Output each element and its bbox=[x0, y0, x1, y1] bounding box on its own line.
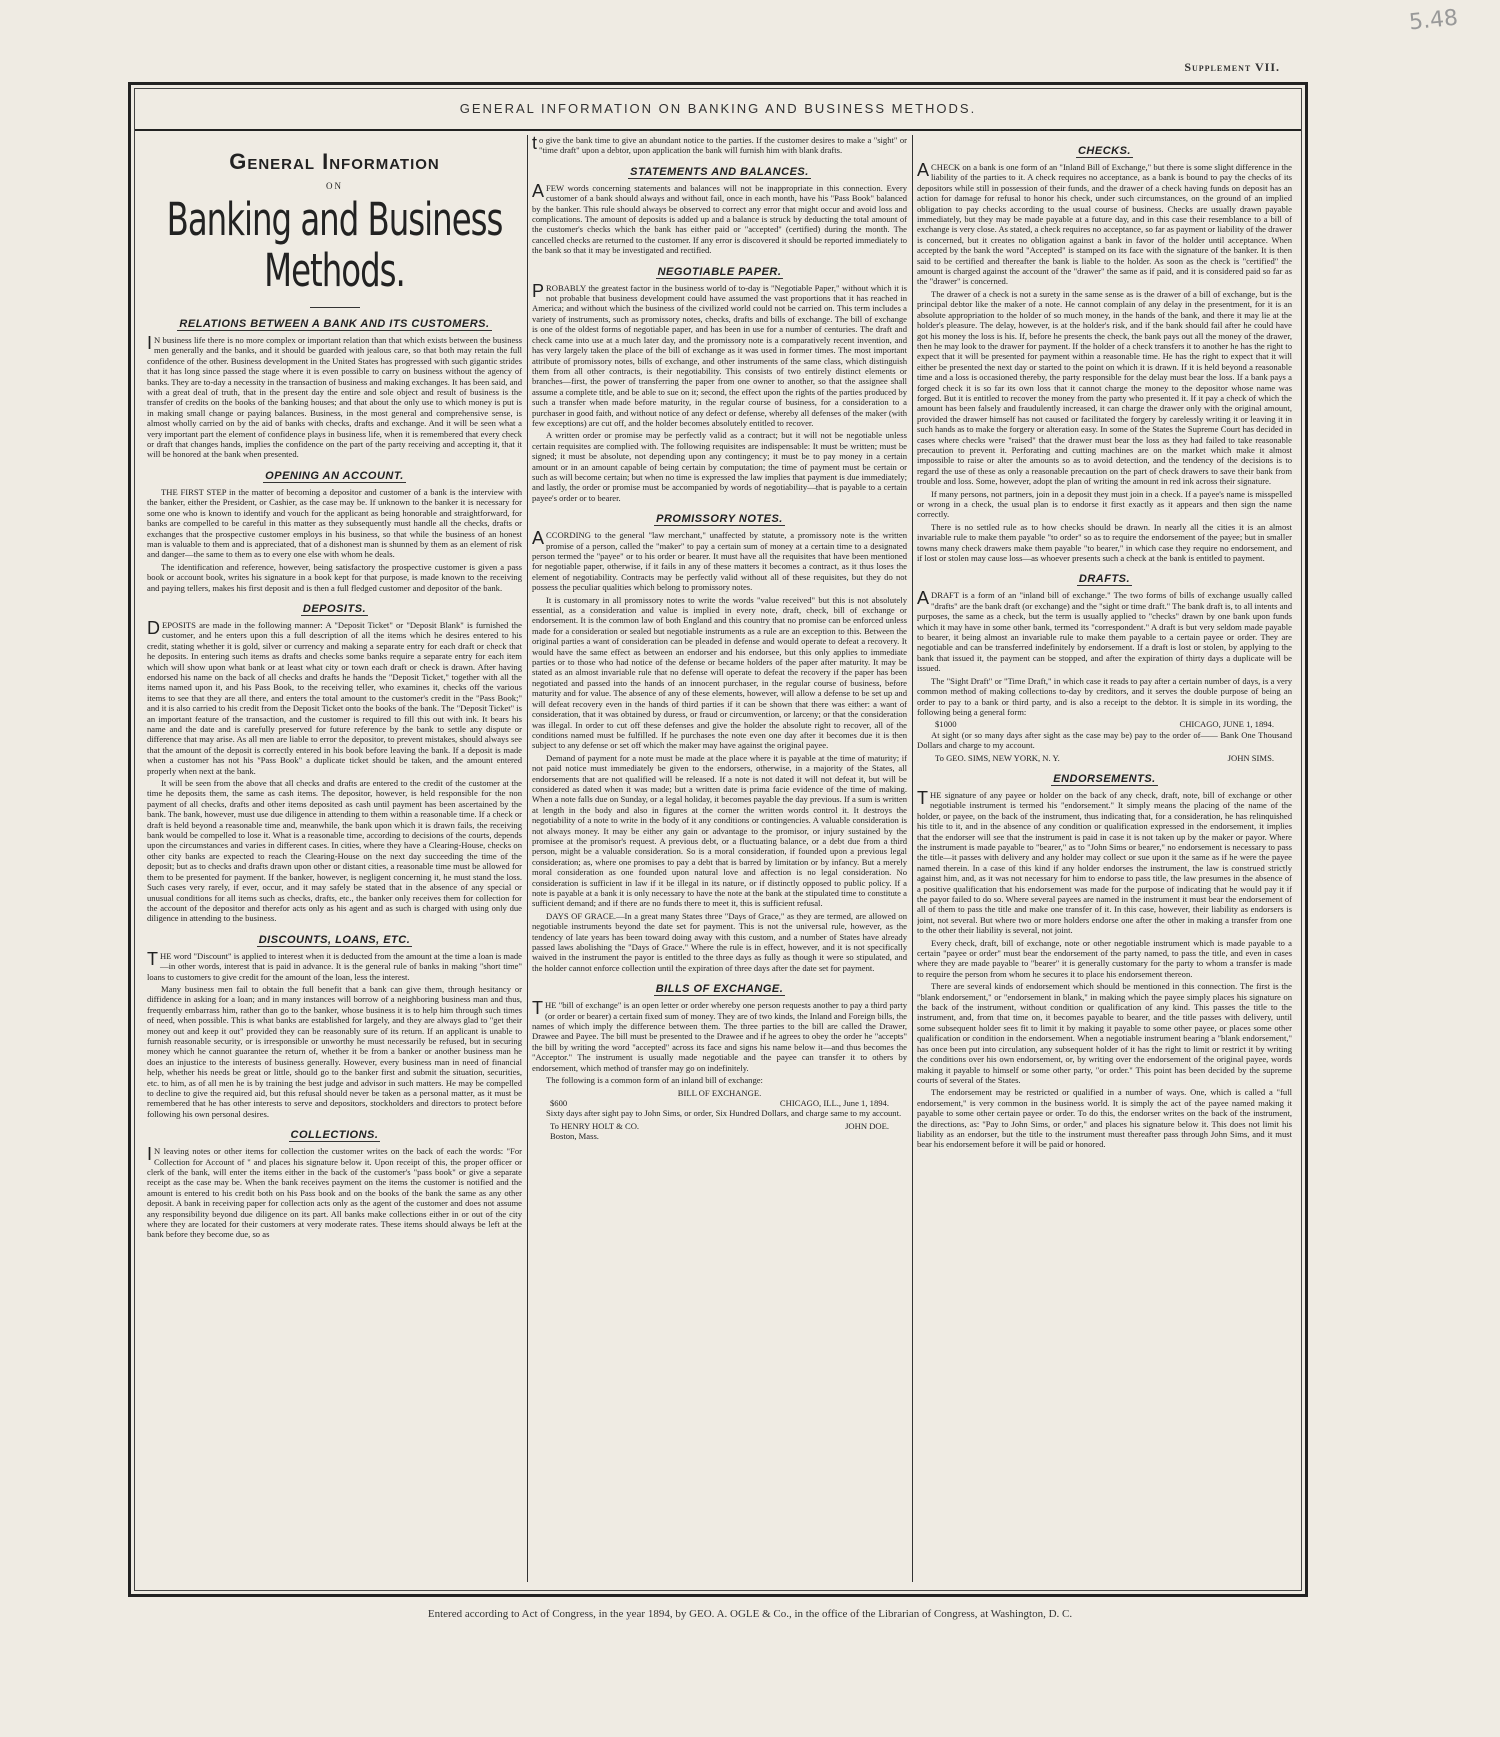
form-body: Sixty days after sight pay to John Sims, or order, Six Hundred Dollars, and charge same to my account. bbox=[546, 1108, 902, 1119]
page-frame-inner bbox=[134, 88, 1302, 1591]
form-body: At sight (or so many days after sight as the case may be) pay to the order of—— Bank One Thousand Dollars and charge to my account. bbox=[917, 729, 1292, 751]
title-on: ON bbox=[326, 181, 343, 191]
pencil-page-number: 5.48 bbox=[1407, 5, 1460, 36]
title-block bbox=[147, 135, 522, 308]
paragraph: There are several kinds of endorsement which should be mentioned in this connection. The first is the "blank endorsement," or "endorsement in blank," in making which the payee simply places his signature on the back of the instrument, without condition or qualification of any kind. This passes the title to the instrument, and, from that time on, it becomes payable to bearer, and the title passes with delivery, until some subsequent holder sees fit to limit it by making it payable to some other payee, or places some other qualification or condition in the endorsement. When a negotiable instrument bearing a "blank endorsement," has once been put into circulation, any subsequent holder of it has the right to limit or restrict it by writing the conditions over his own endorsement, or, by writing over the endorsement of the original payee, words making it payable to himself or some other party, "or order." This point has been decided by the supreme courts of several of the States. bbox=[917, 981, 1292, 1085]
form-footer: To HENRY HOLT & CO. JOHN DOE. bbox=[550, 1120, 889, 1131]
title-rule bbox=[310, 307, 360, 308]
heading-discounts: DISCOUNTS, LOANS, ETC. bbox=[258, 933, 411, 946]
column-1 bbox=[147, 135, 522, 1582]
paragraph: THE FIRST STEP in the matter of becoming a depositor and customer of a bank is the interview with the banker, either the President, or Cashier, as the case may be. If unknown to the banker it is necessary for some one who is known to identify and vouch for the applicant as being honorable and straightforward, for banks are compelled to be careful in this matter as they subsequently must handle all the checks, drafts or exchanges that the prospective customer employs in his business, so that while the business of an honest man is valuable to them and is appreciated, that of a dishonest man is shunned by them as an element of risk and danger—the same to them as to every one else with whom he deals. bbox=[147, 486, 522, 560]
paragraph: IN leaving notes or other items for collection the customer writes on the back of each the words: "For Collection for Account of " and places his signature below it. Upon receipt of this, the proper officer or clerk of the bank, will enter the items either in the back of the customer's "pass book" or give a separate receipt as the case may be. When the bank receives payment on the items the customer is notified and the amount is entered to his credit both on his Pass book and on the books of the bank the same as any other deposit. A bank in receiving paper for collection acts only as the agent of the customer and does not assume any responsibility beyond due diligence on its part. All banks make collections either in or out of the city where they are located for their customers at very moderate rates. These items should always be left at the bank before they become due, so as bbox=[147, 1144, 522, 1240]
heading-deposits: DEPOSITS. bbox=[302, 602, 367, 615]
paragraph: If many persons, not partners, join in a deposit they must join in a check. If a payee's name is misspelled or wrong in a check, the usual plan is to endorse it first exactly as it appears and then sign the name correctly. bbox=[917, 488, 1292, 520]
heading-endorsements: ENDORSEMENTS. bbox=[1053, 772, 1156, 785]
paragraph: The drawer of a check is not a surety in the same sense as is the drawer of a bill of exchange, but is the principal debtor like the maker of a note. He cannot complain of any delay in the presentment, for it is an absolute appropriation to the holder of so much money, in the hands of the bank, and there it may lie at the holder's pleasure. The delay, however, is at the holder's risk, and if the bank should fail after he could have got his money the loss is his. If, before he presents the check, the bank pays out all the money of the drawer, then he may look to the drawer for payment. If the holder of a check transfers it to another he has the right to expect that it will be presented for payment within a reasonable time. He has the right to expect that it will either be presented the next day or started to the point on which it is drawn. If it is held beyond a reasonable time and a loss is occasioned thereby, the party responsible for the delay must bear the loss. If a bank pays a forged check it is so far its own loss that it cannot charge the money to the depositor whose name was forged. But it is entitled to recover the money from the party who presented it. If it pay a check of which the amount has been falsely and fraudulently increased, it can charge the drawer only with the original amount, provided the drawer himself has not caused or facilitated the forgery by carelessly writing it or leaving it in such hands as to make the forgery or alteration easy. In some of the States the Supreme Court has decided in cases where checks were "raised" that the drawer must bear the loss as they had failed to take reasonable precaution to prevent it. Perforating and cutting machines are on the market which make it almost impossible to raise or alter the amounts so as to avoid detection, and the tendency of the decisions is to regard the use of these as only a reasonable precaution on the part of check drawers to save their bank from trouble and loss. Some, however, adopt the plan of writing the amount in red ink across their signature. bbox=[917, 288, 1292, 487]
column-divider bbox=[912, 135, 913, 1582]
column-2 bbox=[532, 135, 907, 1582]
heading-checks: CHECKS. bbox=[1077, 145, 1131, 157]
paragraph: Every check, draft, bill of exchange, note or other negotiable instrument which is made payable to a certain "payee or order" must bear the endorsement of the party named, to pass the title, and even in cases where they are made payable to "bearer" it is generally customary for the party to whom a transfer is made to require the person from whom he secures it to place his endorsement thereon. bbox=[917, 937, 1292, 979]
paragraph: The identification and reference, however, being satisfactory the prospective customer is given a pass book or account book, writes his signature in a book kept for that purpose, is made known to the receiving and paying tellers, makes his first deposit and is then a full fledged customer and depositor of the bank. bbox=[147, 561, 522, 593]
paragraph: The following is a common form of an inland bill of exchange: bbox=[546, 1075, 763, 1086]
heading-collections: COLLECTIONS. bbox=[290, 1129, 379, 1142]
title-line-1: General Information bbox=[229, 149, 440, 174]
paragraph: THE signature of any payee or holder on the back of any check, draft, note, bill of exchange or other negotiable instrument is termed his "endorsement." It simply means the placing of the name of the holder, or payee, on the back of the instrument, thus indicating that, for a consideration, he has relinquished his title to it, and in the absence of any condition or qualification expressed in the endorsement, it implies that the endorser will see that the instrument is paid in case it is not taken up by the maker or payor. Where the instrument is made payable to "bearer," as to "John Sims or bearer," no endorsement is necessary to pass the title—it passes with delivery and any holder may collect or sue upon it the same as if he were the payee named therein. In a case of this kind if any holder endorses the instrument, the law is construed strictly against him, and, as it was not necessary for him to endorse to pass title, the law presumes in the absence of a positive qualification that his endorsement was made for the purpose of indicating that he would pay it if the payor failed to do so. Where several payees are named in the instrument it must bear the endorsement of all of them to pass the title and make one transfer of it. In this case, however, their liability as endorsers is joint, not several. But where two or more holders endorse one after the other in making a transfer from one to the other their liability is several, not joint. bbox=[917, 787, 1292, 936]
supplement-label: Supplement VII. bbox=[1184, 60, 1280, 74]
paragraph: DAYS OF GRACE.—In a great many States three "Days of Grace," as they are termed, are allowed on negotiable instruments beyond the date set for payment. This is not the universal rule, however, as the tendency of late years has been toward doing away with this custom, and a number of States have already passed laws abolishing the "Days of Grace." Where the rule is in effect, however, and it is not specifically waived in the instrument the payor is entitled to the three days as fully as though it were so stipulated, and the holder cannot enforce collection until the expiration of three days after the date set for payment. bbox=[532, 910, 907, 973]
paragraph: Many business men fail to obtain the full benefit that a bank can give them, through hesitancy or diffidence in asking for a loan; and in many instances will borrow of a neighboring business man and thus, frequently embarrass him, rather than go to the banker, whose business it is to help him through such times of need, when possible. This is what banks are established for largely, and they are always glad to "get their money out and keep it out" provided they can be reasonably sure of its return. If an applicant is unable to furnish reasonable security, or is irresponsible or unworthy he must necessarily be refused, but in securing money which he cannot guarantee the return of, whether it be from a banker or another business man he does an injustice to the interests of business generally. However, every business man in need of financial help, whether his needs be great or little, should go to the banker first and submit the situation, securities, etc. to him, as of all men he is by training the best judge and advisor in such matters. He may be compelled to decline to give the required aid, but this refusal should never be taken as a personal matter, as it must be remembered that he has other interests to serve and depositors, stockholders and directors to protect before following his own personal desires. bbox=[147, 983, 522, 1119]
paragraph: ACHECK on a bank is one form of an "Inland Bill of Exchange," but there is some slight difference in the liability of the parties to it. A check requires no acceptance, as a bank is bound to pay the checks of its depositors while still in possession of their funds, and the drawer of a check having funds on deposit has an action for damage for refusal to honor his check, under such circumstances, on the ground of an implied obligation to pay checks according to the usual course of business. Checks are usually drawn payable immediately, but they may be made payable at a future day, and in this case their resemblance to a bill of exchange is very close. As stated, a check requires no acceptance, so far as payment or liability of the drawer is concerned, but it creates no obligation against a bank in favor of the holder until acceptance. When accepted by the bank the word "Accepted" is stamped on its face with the signature of the banker. It is then said to be certified and thereafter the bank is liable to the holder. As soon as the check is "certified" the amount is charged against the account of the "drawer" the same as if paid, and it is considered paid so far as the "drawer" is concerned. bbox=[917, 160, 1292, 287]
paragraph: The "Sight Draft" or "Time Draft," in which case it reads to pay after a certain number of days, is a very common method of making collections to-day by creditors, and it serves the double purpose of being an order to pay to a bank or third party, and is also a receipt to the debtor. It is simple in its wording, the following being a general form: bbox=[917, 675, 1292, 717]
paragraph: DEPOSITS are made in the following manner: A "Deposit Ticket" or "Deposit Blank" is furnished the customer, and he enters upon this a full description of all the items which he desires entered to his credit, stating whether it is gold, silver or currency and making a separate entry for each draft or check that he deposits. In entering such items as drafts and checks some banks require a separate entry for each item which will show upon what bank or at least what city or town each draft or check is drawn. After having endorsed his name on the back of all checks and drafts he hands the "Deposit Ticket," together with all the items named upon it, and his Pass Book, to the receiving teller, who examines it, checks off the various items to see that they are all there, and enters the total amount to the customer's credit in the "Pass Book;" and it is also carried to his credit from the Deposit Ticket onto the books of the bank. The "Deposit Ticket" is an important feature of the transaction, and the customer is required to fill this out with ink. It bears his name and the date and is carefully preserved for future reference by the bank to settle any dispute or difference that may arise. As all men are liable to error the depositor, to prevent mistakes, should always see that the amount of the deposit is correctly entered in his book before leaving the bank. If a deposit is made when a customer has not his "Pass Book" a duplicate ticket should be taken, and the amount entered properly when next at the bank. bbox=[147, 617, 522, 776]
paragraph: There is no settled rule as to how checks should be drawn. In nearly all the cities it is an almost invariable rule to make them payable "to order" so as to require the endorsement of the payee; but in smaller towns many check drawers make them payable "to bearer," in which case they require no endorsement, and if lost or stolen may cause loss—as whoever presents such a check at the bank is entitled to payment. bbox=[917, 521, 1292, 564]
form-title: BILL OF EXCHANGE. bbox=[677, 1087, 762, 1098]
paragraph: PROBABLY the greatest factor in the business world of to-day is "Negotiable Paper," without which it is not probable that business development could have assumed the vast proportions that it has reached in America; and without which the business of the civilized world could not be carried on. This term includes a variety of instruments, such as promissory notes, checks, drafts and bills of exchange. The bill of exchange is one of the oldest forms of negotiable paper, and has been in use for a number of centuries. The draft and check came into use at a much later day, and the promissory note is a comparatively recent invention, and has very largely taken the place of the bill of exchange as it was used in former times. The most important attribute of promissory notes, bills of exchange, and other instruments of the same class, which distinguish them from all other contracts, is their negotiability. This consists of two entirely distinct elements or branches—first, the power of transferring the paper from one owner to another, so that the assignee shall assume a complete title, and be able to sue on it; second, the effect upon the rights of the parties produced by such a transfer when made before maturity, in the regular course of business, for a consideration to a purchaser in good faith, and without notice of any defect or defense, whereby all defenses of the maker (with few exceptions) are cut off, and the holder becomes absolutely entitled to recover. bbox=[532, 280, 907, 428]
paragraph: It will be seen from the above that all checks and drafts are entered to the credit of the customer at the time he deposits them, the same as cash items. The depositor, however, is held responsible for the non payment of all checks, drafts and other items deposited as cash until payment has been ascertained by the bank. The bank, however, must use due diligence in attending to them within a reasonable time. If a check or draft is held beyond a reasonable time and, meanwhile, the bank upon which it is drawn fails, the receiving bank would be compelled to lose it. What is a reasonable time, according to decisions of the courts, depends upon the circumstances and varies in different cases. In cities, where they have a Clearing-House, checks on other city banks are expected to reach the Clearing-House on the next day succeeding the time of the deposit; but as to checks and drafts drawn upon other or distant cities, a reasonable time must be allowed for them to be presented for payment. If the banker, however, is negligent concerning it, he must stand the loss. Such cases very rarely, if ever, occur, and it may safely be stated that in the absence of any special or unusual conditions for all items such as checks, drafts, etc., the banker only receives them for collection for the account of the depositor and therefor acts only as his agent and as such is charged with using only due diligence in attending to the business. bbox=[147, 778, 522, 924]
paragraph: Demand of payment for a note must be made at the place where it is payable at the time of maturity; if not paid notice must immediately be given to the endorsers, otherwise, in a majority of the States, all endorsements that are not qualified will be released. If a note is not dated it will not defeat it, but will be considered as dated when it was made; but a written date is prima facie evidence of the time of making. When a note falls due on Sunday, or a legal holiday, it becomes payable the day previous. If a sum is written at length in the body and also in figures at the corner the written words control it. It destroys the negotiability of a note to write in the body of it any conditions or contingencies. A valuable consideration is not always money. It may be either any gain or advantage to the promisor, or injury sustained by the promisee at the promisor's request. A previous debt, or a fluctuating balance, or a debt due from a third person, might be a valuable consideration. So is a moral consideration, if founded upon a previous legal consideration; as, where one promises to pay a debt that is barred by limitation or by infancy. But a merely moral consideration as one founded upon natural love and affection is no legal consideration. No consideration is sufficient in law if it be illegal in its nature, or if distinctly opposed to public policy. If a note is payable at a bank it is only necessary to have the note at the bank at the stipulated time to constitute a sufficient demand; and if there are no funds there to meet it, this is sufficient refusal. bbox=[532, 752, 907, 909]
heading-relations: RELATIONS BETWEEN A BANK AND ITS CUSTOMERS. bbox=[179, 318, 490, 330]
title-line-2: Banking and Business Methods. bbox=[166, 194, 503, 298]
page-frame bbox=[128, 82, 1308, 1597]
form-city: Boston, Mass. bbox=[550, 1131, 599, 1142]
paragraph: THE word "Discount" is applied to interest when it is deducted from the amount at the time a loan is made—in other words, interest that is paid in advance. It is the general rule of banks in making "short time" loans to customers to give credit for the amount of the loan, less the interest. bbox=[147, 948, 522, 982]
heading-drafts: DRAFTS. bbox=[1078, 573, 1131, 586]
paragraph: IN business life there is no more complex or important relation than that which exists between the business men generally and the banks, and it should be guarded with jealous care, so that both may retain the full confidence of the other. Business development in the United States has progressed with such gigantic strides that it has long since passed the stage where it is even possible to carry on business without the agency of banks. They are to-day a necessity in the transaction of business and making exchanges. It has been said, and with a great deal of truth, that in the present day the entire and sole object and result of business is the transfer of credits on the books of the banking houses; and that about the only use to which money is put is in making small change or paying balances. Business, in the most general and comprehensive sense, is almost wholly carried on by the aid of banks with checks, drafts and exchange. And it will be seen what a very important part the element of confidence plays in business life, when it is remembered that every check or draft that changes hands, implies the confidence on the part of the party receiving and accepting it, that it will be honored at the bank when presented. bbox=[147, 333, 522, 460]
paragraph: A written order or promise may be perfectly valid as a contract; but it will not be negotiable unless certain requisites are complied with. The following requisites are indispensable: It must be written; must be signed; it must be absolute, not depending upon any contingency; it must be to pay money in a certain amount or in an amount capable of being certain by computation; the time of payment must be certain or such as will become certain; but when no time is expressed the law implies that payment is due immediately; and lastly, the order or promise must be accompanied by words of negotiability—that is payable to a certain payee's order or to bearer. bbox=[532, 430, 907, 503]
heading-opening-account: OPENING AN ACCOUNT. bbox=[265, 469, 404, 482]
paragraph: It is customary in all promissory notes to write the words "value received" but this is not absolutely essential, as a consideration and value is implied in every note, draft, check, bill of exchange or endorsement. It is the common law of both England and this country that no promise can be enforced unless made for a consideration or sealed but negotiable instruments as a rule are an exception to this. Between the original parties a want of consideration can be pleaded in defense and would operate to defeat a recovery. It would have the same effect as between an endorser and his endorsee, but this only applies to immediate parties or to those who had notice of the defense or became holders of the paper after maturity. It may be stated as an almost invariable rule that no defense will operate to defeat the recovery if the paper has been negotiated and passed into the hands of an innocent purchaser, in the regular course of business, before maturity and for value. The absence of any of these elements, however, will allow a defense to be set up and will defeat recovery even in the hands of third parties if it can be shown that there was either: a want of consideration, that it was obtained by duress, or fraud or circumvention, or larceny; or that the consideration was illegal. In order to cut off these defenses and give the holder the absolute right to recover, all of the conditions named must be fulfilled. If he purchases the note even one day after it becomes due it is then subject to any defense or set off which the maker may have against the original payee. bbox=[532, 594, 907, 751]
column-divider bbox=[527, 135, 528, 1582]
heading-negotiable-paper: NEGOTIABLE PAPER. bbox=[657, 265, 782, 278]
paragraph: ACCORDING to the general "law merchant," unaffected by statute, a promissory note is the written promise of a person, called the "maker" to pay a certain sum of money at a certain time to a designated person termed the "payee" or to his order or bearer. It must have all the requisites that have been mentioned for negotiable paper, otherwise, if it fails in any of these matters it becomes a contract, as it thus loses the element of negotiability. Contracts may be perfectly valid without all of these requisites, but they do not possess the peculiar qualities which belong to promissory notes. bbox=[532, 528, 907, 593]
paragraph: AFEW words concerning statements and balances will not be inappropriate in this connection. Every customer of a bank should always and without fail, once in each month, have his "Pass Book" balanced by the banker. This rule should always be observed to correct any error that might occur and avoid loss and complications. The amount of deposits is added up and a balance is struck by deducting the total amount of the customer's checks which the bank has either paid or "accepted" (certified) during the month. The cancelled checks are returned to the customer. If any error is discovered it should be reported immediately to the bank so that it may be investigated and rectified. bbox=[532, 180, 907, 256]
column-3 bbox=[917, 135, 1292, 1582]
copyright-footer: Entered according to Act of Congress, in the year 1894, by GEO. A. OGLE & Co., in the office of the Librarian of Congress, at Washington, D. C. bbox=[427, 1608, 1073, 1620]
heading-statements: STATEMENTS AND BALANCES. bbox=[630, 165, 809, 178]
paragraph: to give the bank time to give an abundant notice to the parties. If the customer desires to make a "sight" or "time draft" upon a debtor, upon application the bank will furnish him with blank drafts. bbox=[532, 135, 907, 156]
paragraph: ADRAFT is a form of an "inland bill of exchange." The two forms of bills of exchange usually called "drafts" are the bank draft (or exchange) and the "sight or time draft." The bank draft is, to all intents and purposes, the same as a check, but the term is usually applied to "checks" drawn by one bank upon funds which it may have in some other bank, termed its "correspondent." A draft is but very seldom made payable to bearer, it being almost an invariable rule to make them payable to a certain payee or order. They are negotiable and can be transferred indefinitely by endorsement. If a draft is lost or stolen, by applying to the bank that issued it, the payment can be stopped, and after the expiration of thirty days a duplicate will be issued. bbox=[917, 588, 1292, 674]
heading-bills-of-exchange: BILLS OF EXCHANGE. bbox=[655, 983, 784, 996]
masthead: GENERAL INFORMATION ON BANKING AND BUSINESS METHODS. bbox=[135, 89, 1301, 131]
form-footer: To GEO. SIMS, NEW YORK, N. Y. JOHN SIMS. bbox=[935, 752, 1274, 763]
heading-promissory-notes: PROMISSORY NOTES. bbox=[656, 513, 783, 526]
form-header: $600 CHICAGO, ILL., June 1, 1894. bbox=[550, 1097, 889, 1108]
form-header: $1000 CHICAGO, JUNE 1, 1894. bbox=[935, 719, 1274, 730]
paragraph: THE "bill of exchange" is an open letter or order whereby one person requests another to pay a third party (or order or bearer) a certain fixed sum of money. They are of two kinds, the Inland and Foreign bills, the names of which imply the difference between them. The three parties to the bill are called the Drawer, Drawee and Payee. The bill must be presented to the Drawee and if he agrees to obey the order he "accepts" the bill by writing the word "accepted" across its face and signs his name below it—and thus becomes the "Acceptor." The instrument is usually made negotiable and the payee can transfer it to others by endorsement, which method of transfer may go on indefinitely. bbox=[532, 998, 907, 1073]
paragraph: The endorsement may be restricted or qualified in a number of ways. One, which is called a "full endorsement," is very common in the business world. It is simply the act of the payee named making it payable to some other certain payee or order. To do this, the endorser writes on the back of the instrument, the directions, as: "Pay to John Sims, or order," and places his signature below it. This does not limit his liability as an endorser, but the title to the instrument must thereafter pass through John Sims, and it must bear his endorsement before it will be paid or honored. bbox=[917, 1087, 1292, 1150]
